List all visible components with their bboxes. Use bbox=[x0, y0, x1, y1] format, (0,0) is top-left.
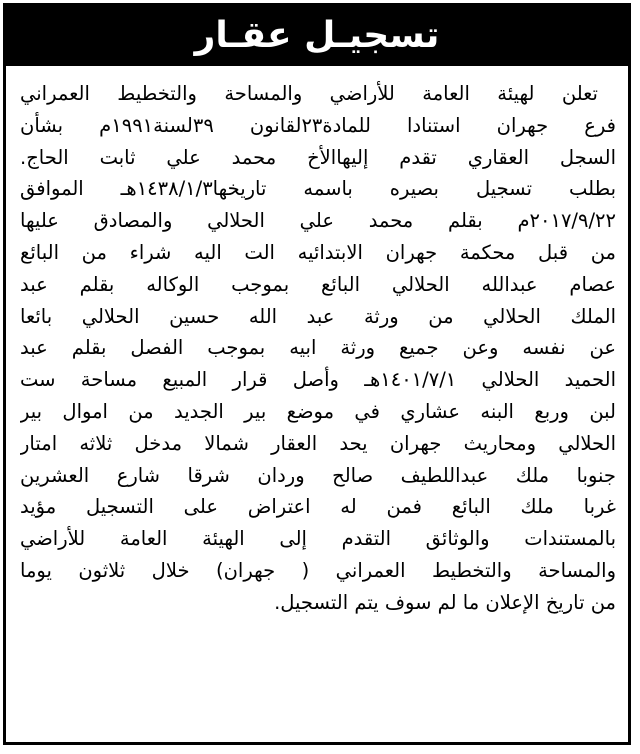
notice-title: تسجيـل عقـار bbox=[194, 15, 440, 56]
title-bar bbox=[6, 6, 628, 66]
body-line: ٢٠١٧/٩/٢٢م بقلم محمد علي الحلالي والمصادق عليها bbox=[20, 209, 616, 233]
body-line: تعلن لهيئة العامة للأراضي والمساحة والتخطيط العمراني bbox=[20, 82, 598, 105]
body-line: والمساحة والتخطيط العمراني ( جهران) خلال ثلاثون يوما bbox=[20, 558, 616, 582]
body-line: غربا ملك البائع فمن له اعتراض على التسجيل مؤيد bbox=[20, 495, 616, 519]
body-line: لبن وربع البنه عشاري في موضع بير الجديد من اموال بير bbox=[20, 399, 616, 423]
body-line: الحميد الحلالي ١٤٠١/٧/١هـ وأصل قرار المبيع مساحة ست bbox=[20, 368, 616, 392]
body-line: الملك الحلالي من ورثة عبد الله حسين الحلالي بائعا bbox=[20, 304, 616, 328]
body-line: من تاريخ الإعلان ما لم سوف يتم التسجيل. bbox=[274, 590, 616, 614]
body-line: الحلالي ومحاريث جهران يحد العقار شمالا مدخل ثلاثه امتار bbox=[20, 431, 616, 455]
body-line: بطلب تسجيل بصيره باسمه تاريخها١٤٣٨/١/٣هـ الموافق bbox=[20, 177, 616, 201]
body-line: من قبل محكمة جهران الابتدائيه الت اليه شراء من البائع bbox=[20, 240, 616, 264]
notice-frame bbox=[3, 3, 631, 745]
body-line: فرع جهران استنادا للمادة٢٣لقانون ٣٩لسنة١٩٩١م بشأن bbox=[20, 113, 616, 137]
body-line: جنوبا ملك عبداللطيف صالح وردان شرقا شارع العشرين bbox=[20, 463, 616, 487]
body-line: عصام عبدالله الحلالي البائع بموجب الوكاله بقلم عبد bbox=[20, 272, 616, 296]
body-line: السجل العقاري تقدم إليهاالأخ محمد علي ثابت الحاج. bbox=[20, 145, 616, 169]
notice-body bbox=[20, 78, 616, 619]
body-line: بالمستندات والوثائق التقدم إلى الهيئة العامة للأراضي bbox=[20, 527, 616, 551]
body-line: عن نفسه وعن جميع ورثة ابيه بموجب الفصل بقلم عبد bbox=[20, 336, 616, 360]
